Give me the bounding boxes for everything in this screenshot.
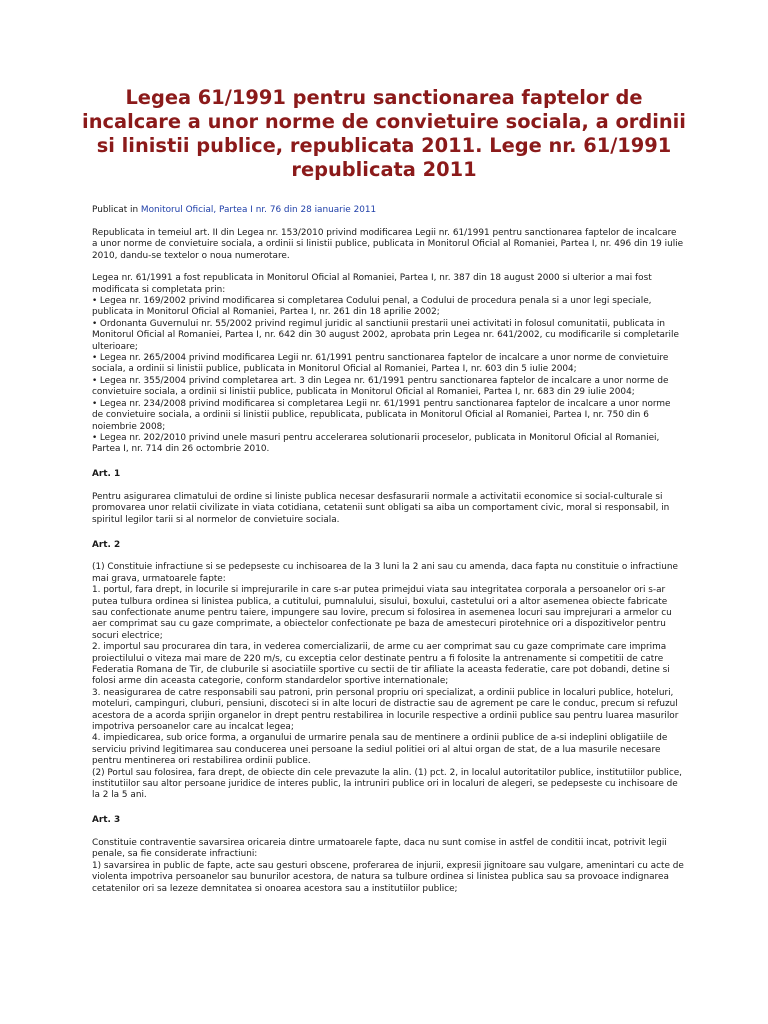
publication-line — [92, 205, 684, 216]
article-1-text: Pentru asigurarea climatului de ordine si liniste publica necesar desfasurarii normale a activitatii economice si social-culturale si promovarea unor relatii civilizate in viata cotidiana, cetatenii sunt obligati sa aiba un comportament civic, moral si responsabil, in spiritul legilor tarii si al normelor de convietuire sociala. — [92, 491, 670, 525]
document-title: Legea 61/1991 pentru sanctionarea faptelor de incalcare a unor norme de convietuire sociala, a ordinii si linistii publice, republicata 2011. Lege nr. 61/1991 republicata 2011 — [82, 86, 686, 181]
amendment-text: Legea nr. 169/2002 privind modificarea si completarea Codului penal, a Codului de procedura penala si a unor legi speciale, publicata in Monitorul Oficial al Romaniei, Partea I, nr. 261 din 18 aprilie 2002; — [92, 296, 652, 318]
article-2-heading: Art. 2 — [92, 539, 121, 550]
article-3-paragraph-1: Constituie contraventie savarsirea oricareia dintre urmatoarele fapte, daca nu sunt comise in astfel de conditii incat, potrivit legii penale, sa fie considerate infractiuni: — [92, 838, 667, 860]
bullet-icon: • — [92, 353, 98, 364]
article-2-item-3: 3. neasigurarea de catre responsabili sau patroni, prin personal propriu ori specializat, a ordinii publice in localuri publice, hoteluri, moteluri, campinguri, cluburi, pensiuni, discoteci si in alte locuri de distractie sau de agrement pe care le conduc, precum si refuzul acestora de a acorda sprijin organelor in drept pentru restabilirea in locurile respective a ordinii publice sau pentru luarea masurilor impotriva persoanelor care au incalcat legea; — [92, 687, 679, 733]
bullet-icon: • — [92, 432, 98, 443]
article-2-paragraph-1: (1) Constituie infractiune si se pedepseste cu inchisoarea de la 3 luni la 2 ani sau cu amenda, daca fapta nu constituie o infractiune mai grava, urmatoarele fapte: — [92, 562, 678, 584]
bullet-icon: • — [92, 398, 98, 409]
bullet-icon: • — [92, 296, 98, 307]
amendments-list — [92, 296, 684, 456]
amendment-text: Legea nr. 202/2010 privind unele masuri pentru accelerarea solutionarii proceselor, publicata in Monitorul Oficial al Romaniei, Partea I, nr. 714 din 26 octombrie 2010. — [92, 432, 660, 455]
amendment-text: Legea nr. 234/2008 privind modificarea si completarea Legii nr. 61/1991 pentru sanctionarea faptelor de incalcare a unor norme de convietuire sociala, a ordinii si linistii publice, republicata, publicata in Monitorul Oficial al Romaniei, Partea I, nr. 750 din 6 noiembrie 2008; — [92, 398, 671, 432]
amendment-text: Ordonanta Guvernului nr. 55/2002 privind regimul juridic al sanctiunii prestarii unei activitati in folosul comunitatii, publicata in Monitorul Oficial al Romaniei, Partea I, nr. 642 din 30 august 2002, aprobata prin Legea nr. 641/2002, cu modificarile si completarile ulterioare; — [92, 318, 679, 352]
bullet-icon: • — [92, 318, 98, 329]
list-item — [92, 399, 684, 433]
list-item — [92, 319, 684, 353]
article-2-item-4: 4. impiedicarea, sub orice forma, a organului de urmarire penala sau de mentinere a ordinii publice de a-si indeplini obligatiile de serviciu privind legitimarea sau conducerea unei persoane la sediul politiei ori al altui organ de stat, de a lua masurile necesare pentru mentinerea ori restabilirea ordinii publice. — [92, 733, 668, 767]
amendments-intro: Legea nr. 61/1991 a fost republicata in Monitorul Oficial al Romaniei, Partea I, nr. 387 din 18 august 2000 si ulterior a mai fost modificata si completata prin: — [92, 273, 652, 295]
article-2-paragraph-2: (2) Portul sau folosirea, fara drept, de obiecte din cele prevazute la alin. (1) pct. 2, in localul autoritatilor publice, institutiilor publice, institutiilor sau altor persoane juridice de interes public, la intruniri publice ori in localuri de alegeri, se pedepseste cu inchisoare de la 2 la 5 ani. — [92, 767, 683, 801]
list-item — [92, 376, 684, 399]
republication-note: Republicata in temeiul art. II din Legea nr. 153/2010 privind modificarea Legii nr. 61/1991 pentru sanctionarea faptelor de incalcare a unor norme de convietuire sociala, a ordinii si linistii publice, publicata in Monitorul Oficial al Romaniei, Partea I, nr. 496 din 19 iulie 2010, dandu-se textelor o noua numerotare. — [92, 227, 684, 261]
amendment-text: Legea nr. 265/2004 privind modificarea Legii nr. 61/1991 pentru sanctionarea faptelor de incalcare a unor norme de convietuire sociala, a ordinii si linistii publice, publicata in Monitorul Oficial al Romaniei, Partea I, nr. 603 din 5 iulie 2004; — [92, 353, 669, 375]
article-3-heading: Art. 3 — [92, 815, 121, 826]
list-item — [92, 433, 684, 456]
article-3-item-1: 1) savarsirea in public de fapte, acte sau gesturi obscene, proferarea de injurii, expresii jignitoare sau vulgare, amenintari cu acte de violenta impotriva persoanelor sau bunurilor acestora, de natura sa tulbure ordinea si linistea publica sau sa provoace indignarea cetatenilor ori sa lezeze demnitatea si onoarea acestora sau a institutiilor publice; — [92, 860, 684, 894]
bullet-icon: • — [92, 375, 98, 386]
article-2-item-2: 2. importul sau procurarea din tara, in vederea comercializarii, de arme cu aer comprimat sau cu gaze comprimate care imprima proiectilului o viteza mai mare de 220 m/s, cu exceptia celor destinate pentru a fi folosite la antrenamente si competitii de catre Federatia Romana de Tir, de cluburile si asociatiile sportive cu sectii de tir afiliate la aceasta federatie, care pot dobandi, detine si folosi arme din aceasta categorie, conform standardelor sportive internationale; — [92, 642, 670, 687]
document-body — [92, 205, 684, 895]
publication-link[interactable]: Monitorul Oficial, Partea I nr. 76 din 28 ianuarie 2011 — [140, 205, 377, 215]
list-item — [92, 296, 684, 319]
article-2-item-1: 1. portul, fara drept, in locurile si imprejurarile in care s-ar putea primejdui viata sau integritatea corporala a persoanelor ori s-ar putea tulbura ordinea si linistea publica, a cutitului, pumnalului, sisului, boxului, castetului ori a altor asemenea obiecte fabricate sau confectionate anume pentru taiere, impungere sau lovire, precum si folosirea in asemenea locuri sau imprejurari a armelor cu aer comprimat sau cu gaze comprimate, a obiectelor confectionate pe baza de amestecuri pirotehnice ori a dispozitivelor pentru socuri electrice; — [92, 585, 672, 641]
amendment-text: Legea nr. 355/2004 privind completarea art. 3 din Legea nr. 61/1991 pentru sanctionarea faptelor de incalcare a unor norme de convietuire sociala, a ordinii si linistii publice, publicata in Monitorul Oficial al Romaniei, Partea I, nr. 683 din 29 iulie 2004; — [92, 375, 669, 398]
publication-prefix: Publicat in — [92, 205, 141, 215]
article-1-heading: Art. 1 — [92, 469, 121, 480]
list-item — [92, 353, 684, 376]
